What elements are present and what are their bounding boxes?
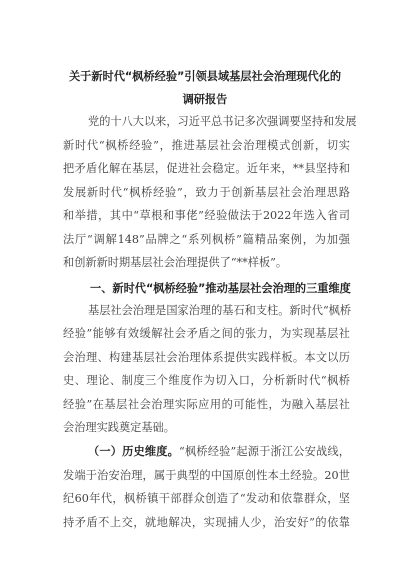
paragraph-2-line: 经验”在基层社会治理实际应用的可能性，为融入基层社 xyxy=(63,398,350,411)
document-title-line-1: 关于新时代“枫桥经验”引领县域基层社会治理现代化的 xyxy=(68,70,342,83)
paragraph-3-first-line-text: “枫桥经验”起源于浙江公安战线， xyxy=(179,445,350,458)
paragraph-2-line: 经验”能够有效缓解社会矛盾之间的张力，为实现基层社 xyxy=(63,327,350,340)
paragraph-2-line: 基层社会治理是国家治理的基石和支柱。新时代“枫桥 xyxy=(88,304,352,317)
paragraph-1-line: 和创新新时期基层社会治理提供了“**样板”。 xyxy=(63,256,288,269)
paragraph-2-line: 史、理论、制度三个维度作为切入口，分析新时代“枫桥 xyxy=(63,374,350,387)
paragraph-2-line: 会治理、构建基层社会治理体系提供实践样板。本文以历 xyxy=(63,351,350,364)
paragraph-3-line: 纪60年代，枫桥镇干部群众创造了“发动和依靠群众，坚 xyxy=(63,492,350,505)
paragraph-3-line: 发端于治安治理，属于典型的中国原创性本土经验。20世 xyxy=(63,469,350,482)
document-title-line-2: 调研报告 xyxy=(182,93,228,106)
paragraph-1-line: 党的十八大以来，习近平总书记多次强调要坚持和发展 xyxy=(88,115,357,128)
paragraph-1-line: 发展新时代“枫桥经验”，致力于创新基层社会治理思路 xyxy=(63,186,350,199)
paragraph-3-line xyxy=(88,445,350,459)
paragraph-3-line: 持矛盾不上交，就地解决，实现捕人少，治安好”的依靠 xyxy=(63,516,350,529)
section-heading-1: 一、新时代“枫桥经验”推动基层社会治理的三重维度 xyxy=(90,282,351,295)
subsection-heading-history: （一）历史维度。 xyxy=(88,445,180,458)
paragraph-1-line: 新时代“枫桥经验”，推进基层社会治理模式创新，切实 xyxy=(63,139,350,152)
paragraph-1-line: 和举措，其中“草根和事佬”经验做法于2022年选入省司 xyxy=(63,209,350,222)
paragraph-1-line: 法厅“调解148”品牌之“系列枫桥”篇精品案例，为加强 xyxy=(63,233,350,246)
paragraph-1-line: 把矛盾化解在基层，促进社会稳定。近年来，**县坚持和 xyxy=(63,162,350,175)
paragraph-2-line: 会治理实践奠定基础。 xyxy=(63,421,175,434)
